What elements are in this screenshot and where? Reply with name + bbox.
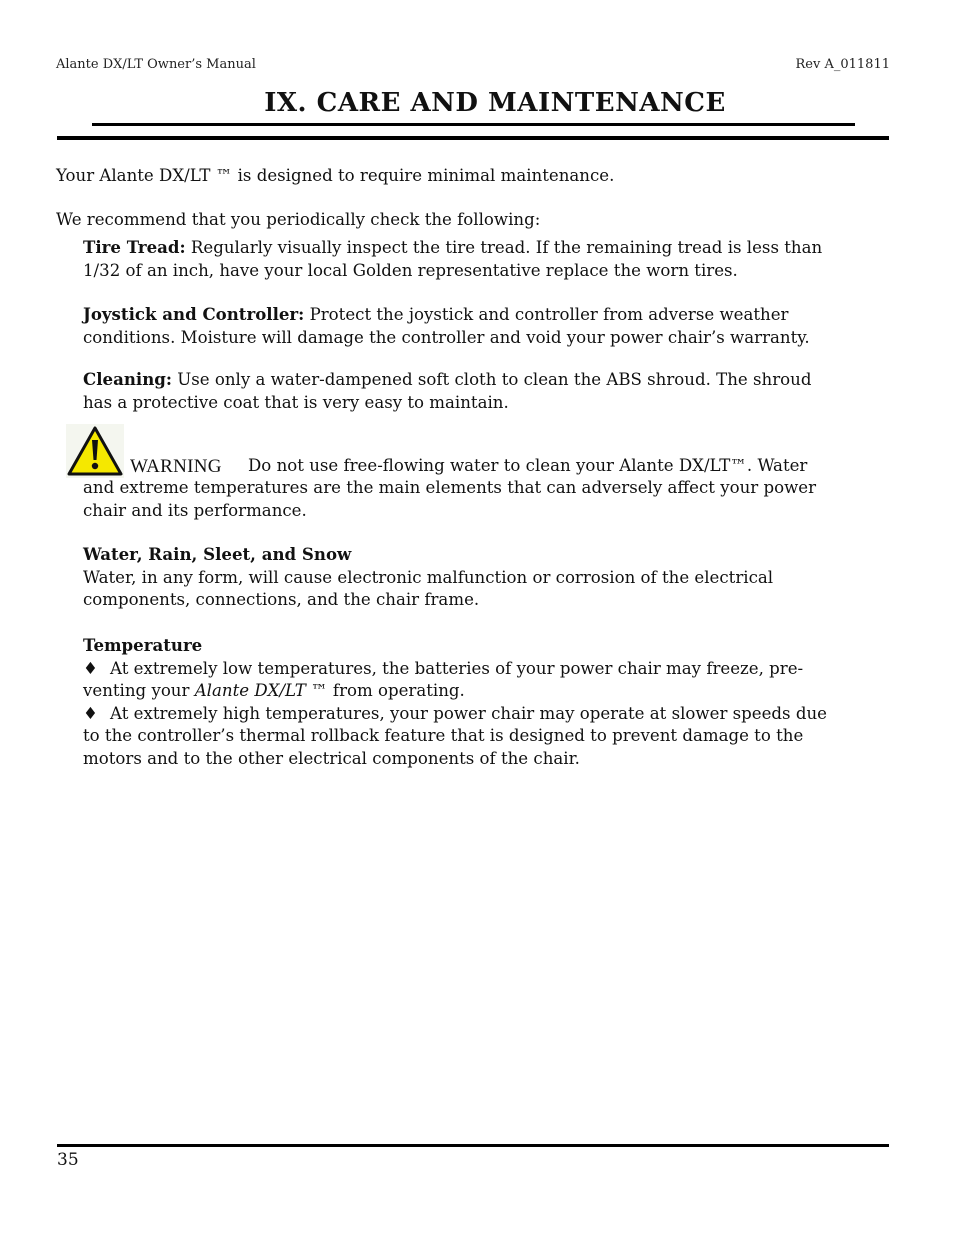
page-title: IX. CARE AND MAINTENANCE bbox=[264, 88, 726, 118]
header-divider bbox=[57, 136, 889, 140]
water-section: Water, Rain, Sleet, and Snow Water, in any form, will cause electronic malfunction or corrosion of the electrical components, connections, and the chair frame. bbox=[83, 544, 774, 610]
running-header-right: Rev A_011811 bbox=[795, 57, 890, 72]
page-number: 35 bbox=[57, 1150, 79, 1170]
warning-label: WARNING bbox=[130, 456, 222, 477]
temperature-section: Temperature ♦ At extremely low temperatures, the batteries of your power chair may freeze, pre- venting your Alante DX/LT ™ from operating. ♦ At extremely high temperatures, your power chair may operate at slower speeds due to the controller’s thermal rollback feature that is designed to prevent damage to the motors and to the other electrical components of the chair. bbox=[83, 635, 827, 768]
warning-text-line1: Do not use free-flowing water to clean your Alante DX/LT™. Water bbox=[248, 456, 808, 475]
warning-triangle-icon bbox=[66, 424, 124, 478]
footer-divider bbox=[57, 1144, 889, 1147]
title-underline bbox=[92, 123, 855, 126]
water-heading: Water, Rain, Sleet, and Snow bbox=[83, 544, 352, 564]
tire-tread-item: Tire Tread: Regularly visually inspect the tire tread. If the remaining tread is less than 1/32 of an inch, have your local Golden representative replace the worn tires. bbox=[83, 237, 823, 280]
recommend-text: We recommend that you periodically check the following: bbox=[56, 210, 541, 229]
temperature-heading: Temperature bbox=[83, 635, 203, 655]
bullet-icon: ♦ bbox=[83, 658, 98, 678]
cleaning-label: Cleaning: bbox=[83, 369, 172, 389]
warning-text-continued: and extreme temperatures are the main elements that can adversely affect your power chair and its performance. bbox=[83, 478, 817, 520]
running-header-left: Alante DX/LT Owner’s Manual bbox=[56, 57, 256, 72]
joystick-label: Joystick and Controller: bbox=[83, 304, 305, 324]
joystick-item: Joystick and Controller: Protect the joystick and controller from adverse weather conditions. Moisture will damage the controller and void your power chair’s warranty. bbox=[83, 304, 810, 347]
intro-text: Your Alante DX/LT ™ is designed to require minimal maintenance. bbox=[56, 166, 615, 185]
tire-tread-label: Tire Tread: bbox=[83, 237, 186, 257]
cleaning-item: Cleaning: Use only a water-dampened soft cloth to clean the ABS shroud. The shroud has a protective coat that is very easy to maintain. bbox=[83, 369, 812, 412]
bullet-icon: ♦ bbox=[83, 703, 98, 723]
